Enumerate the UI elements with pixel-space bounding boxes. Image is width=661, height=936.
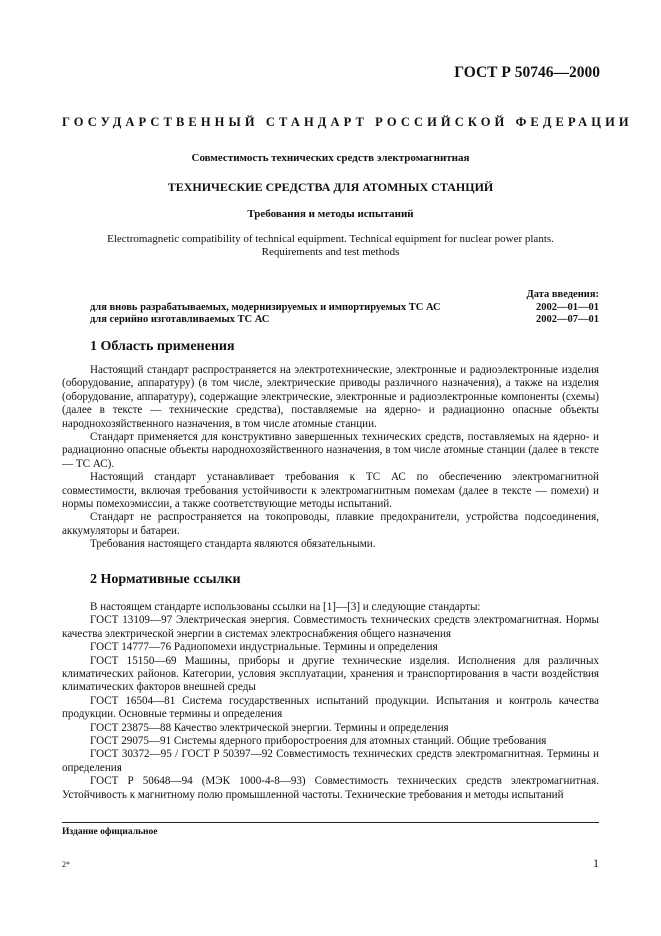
reference-item: ГОСТ 15150—69 Машины, приборы и другие технические изделия. Исполнения для различных климатических районов. Категории, условия эксплуатации, хранения и транспортирования в части воздействия климатических факторов внешней среды	[62, 654, 599, 694]
paragraph: Требования настоящего стандарта являются обязательными.	[90, 538, 376, 551]
introduction-row	[90, 302, 599, 313]
paragraph: В настоящем стандарте использованы ссылки на [1]—[3] и следующие стандарты:	[90, 601, 481, 613]
introduction-date-label: Дата введения:	[526, 289, 599, 300]
reference-item: ГОСТ 23875—88 Качество электрической энергии. Термины и определения	[90, 721, 449, 734]
standard-code: ГОСТ Р 50746—2000	[454, 64, 600, 81]
introduction-row	[90, 314, 599, 325]
section-1-body	[62, 364, 599, 552]
introduction-row-text: для серийно изготавливаемых ТС АС	[90, 314, 270, 325]
section-1-heading: 1 Область применения	[90, 339, 235, 354]
introduction-row-text: для вновь разрабатываемых, модернизируемых и импортируемых ТС АС	[90, 302, 441, 313]
reference-item: ГОСТ 14777—76 Радиопомехи индустриальные. Термины и определения	[90, 641, 438, 654]
english-title-line-2: Requirements and test methods	[261, 246, 400, 258]
section-2-heading: 2 Нормативные ссылки	[90, 572, 241, 587]
introduction-row-date: 2002—07—01	[536, 314, 599, 325]
title-subtitle: Требования и методы испытаний	[247, 208, 414, 220]
page-number: 1	[593, 856, 599, 870]
paragraph: Стандарт не распространяется на токопроводы, плавкие предохранители, устройства подсоединения, аккумуляторы и батареи.	[62, 511, 599, 537]
english-title	[0, 233, 661, 259]
section-2-body	[62, 601, 599, 802]
footer-divider	[62, 822, 599, 823]
signature-mark: 2*	[62, 860, 70, 869]
paragraph: Настоящий стандарт устанавливает требования к ТС АС по обеспечению электромагнитной совместимости, включая требования устойчивости к электромагнитным помехам (далее в тексте — помехи) и нормы помехоэмиссии, а также соответствующие методы испытаний.	[62, 471, 599, 511]
title-compatibility: Совместимость технических средств электромагнитная	[191, 152, 470, 164]
title-main: ТЕХНИЧЕСКИЕ СРЕДСТВА ДЛЯ АТОМНЫХ СТАНЦИЙ	[167, 180, 494, 194]
english-title-line-1: Electromagnetic compatibility of technical equipment. Technical equipment for nuclear power plants.	[107, 233, 554, 245]
reference-item: ГОСТ Р 50648—94 (МЭК 1000-4-8—93) Совместимость технических средств электромагнитная. Устойчивость к магнитному полю промышленной частоты. Технические требования и методы испытаний	[62, 775, 599, 801]
official-edition-label: Издание официальное	[62, 827, 158, 837]
reference-item: ГОСТ 16504—81 Система государственных испытаний продукции. Испытания и контроль качества продукции. Основные термины и определения	[62, 694, 599, 721]
introduction-row-date: 2002—01—01	[536, 302, 599, 313]
reference-item: ГОСТ 13109—97 Электрическая энергия. Совместимость технических средств электромагнитная. Нормы качества электрической энергии в системах электроснабжения общего назначения	[62, 614, 599, 640]
reference-item: ГОСТ 30372—95 / ГОСТ Р 50397—92 Совместимость технических средств электромагнитная. Термины и определения	[62, 748, 599, 774]
reference-item: ГОСТ 29075—91 Системы ядерного приборостроения для атомных станций. Общие требования	[90, 735, 547, 748]
paragraph: Настоящий стандарт распространяется на электротехнические, электронные и радиоэлектронные изделия (оборудование, аппаратуру) (в том числе, электрические приводы различного назначения), а также на изделия (оборудование, аппаратуру), содержащие электрические, электронные и радиоэлектронные компоненты (схемы) (далее в тексте — технические средства), поставляемые на ядерно- и радиационно опасные объекты народнохозяйственного назначения, в том числе атомные станции.	[62, 364, 599, 430]
paragraph: Стандарт применяется для конструктивно завершенных технических средств, поставляемых на ядерно- и радиационно опасные объекты народнохозяйственного назначения, в том числе атомные станции (далее в тексте — ТС АС).	[62, 431, 599, 470]
state-standard-banner: ГОСУДАРСТВЕННЫЙ СТАНДАРТ РОССИЙСКОЙ ФЕДЕРАЦИИ	[62, 115, 633, 129]
